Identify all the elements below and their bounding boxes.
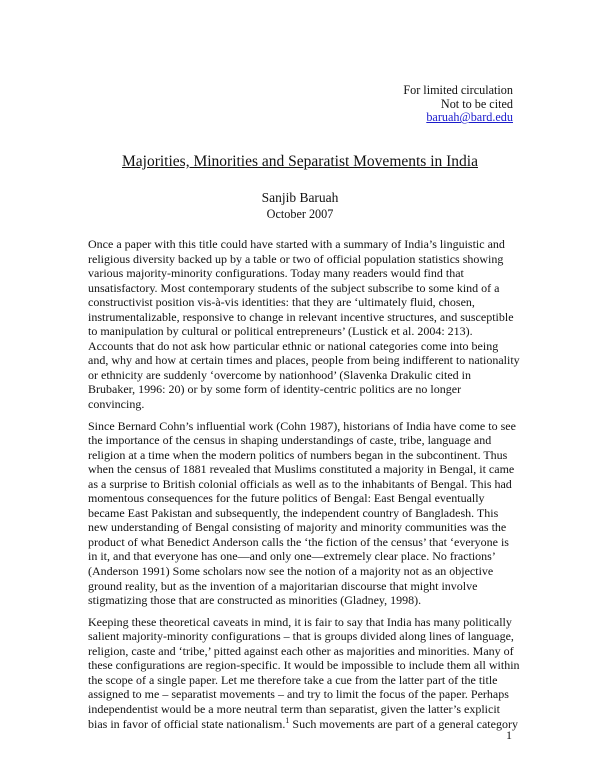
text-line: as a surprise to British colonial officials as well as to the inhabitants of Bengal. This had [88,476,512,491]
text-line: product of what Benedict Anderson calls the ‘the fiction of the census’ that ‘everyone is [88,534,509,549]
text-line: the scope of a single paper. Let me therefore take a cue from the latter part of the title [88,672,498,687]
text-line: momentous consequences for the future politics of Bengal: East Bengal eventually [88,491,485,506]
text-line: instrumentalizable, responsive to change in relevant incentive structures, and susceptible [88,309,514,324]
paragraph-3 [88,615,518,731]
text-line: and, why and how at certain times and places, people from being indifferent to nationality [88,353,520,368]
text-line: ground reality, but as the invention of a majoritarian discourse that might involve [88,578,478,593]
text-line: or ethnicity are suddenly ‘overcome by nationhood’ (Slavenka Drakulic cited in [88,367,471,382]
paper-body [88,237,518,738]
text-line: stigmatizing those that are constructed as minorities (Gladney, 1998). [88,593,422,608]
text-line: independentist would be a more neutral term than separatist, given the latter’s explicit [88,701,500,716]
text-line: various majority-minority configurations. Today many readers would find that [88,266,464,281]
paper-title: Majorities, Minorities and Separatist Movements in India [121,153,478,170]
text-line: constructivist position vis-à-vis identities: that they are ‘ultimately fluid, chosen, [88,295,475,310]
footnote-marker[interactable]: 1 [285,715,290,725]
text-line: to manipulation by cultural or political entrepreneurs’ (Lustick et al. 2004: 213). [88,324,473,339]
text-line [88,717,518,732]
text-line: new understanding of Bengal consisting of majority and minority communities was the [88,520,507,535]
text-fragment: Such movements are part of a general category [289,716,518,731]
author-email-link[interactable]: baruah@bard.edu [426,110,513,125]
text-line: Brubaker, 1996: 20) or by some form of identity-centric politics are no longer [88,382,462,397]
text-line: religion at a time when the modern politics of numbers began in the subcontinent. Thus [88,447,508,462]
text-line: Accounts that do not ask how particular ethnic or national categories come into being [88,338,499,353]
text-line: assigned to me – separatist movements – and try to limit the focus of the paper. Perhaps [88,687,509,702]
circulation-line: For limited circulation [403,83,513,97]
text-fragment: bias in favor of official state nationalism. [88,716,286,731]
paper-date: October 2007 [266,207,334,221]
paragraph-1 [88,237,518,412]
circulation-note [403,84,513,125]
citation-line: Not to be cited [440,96,513,111]
text-line: when the census of 1881 revealed that Muslims constituted a majority in Bengal, it came [88,462,515,477]
author-name: Sanjib Baruah [261,190,339,205]
text-line: these configurations are region-specific. It would be impossible to include them all within [88,658,520,673]
text-line: (Anderson 1991) Some scholars now see the notion of a majority not as an objective [88,564,494,579]
text-line: became East Pakistan and subsequently, the independent country of Bangladesh. This [88,505,499,520]
text-line: religion, caste and ‘tribe,’ pitted against each other as majorities and minorities. Many of [88,643,514,658]
text-line: convincing. [88,397,145,412]
text-line: Once a paper with this title could have started with a summary of India’s linguistic and [88,237,505,251]
text-line: salient majority-minority configurations – that is groups divided along lines of language, [88,629,514,644]
text-line: the importance of the census in shaping understandings of caste, tribe, language and [88,433,492,448]
paragraph-2 [88,419,518,608]
text-line: religious diversity backed up by a table or two of official population statistics showing [88,251,504,266]
text-line: Keeping these theoretical caveats in mind, it is fair to say that India has many politically [88,614,512,629]
page-number: 1 [506,728,512,742]
text-line: Since Bernard Cohn’s influential work (Cohn 1987), historians of India have come to see [88,418,516,433]
text-line: unsatisfactory. Most contemporary students of the subject subscribe to some kind of a [88,280,500,295]
text-line: in it, and that everyone has one—and only one—extremely clear place. No fractions’ [88,549,496,564]
